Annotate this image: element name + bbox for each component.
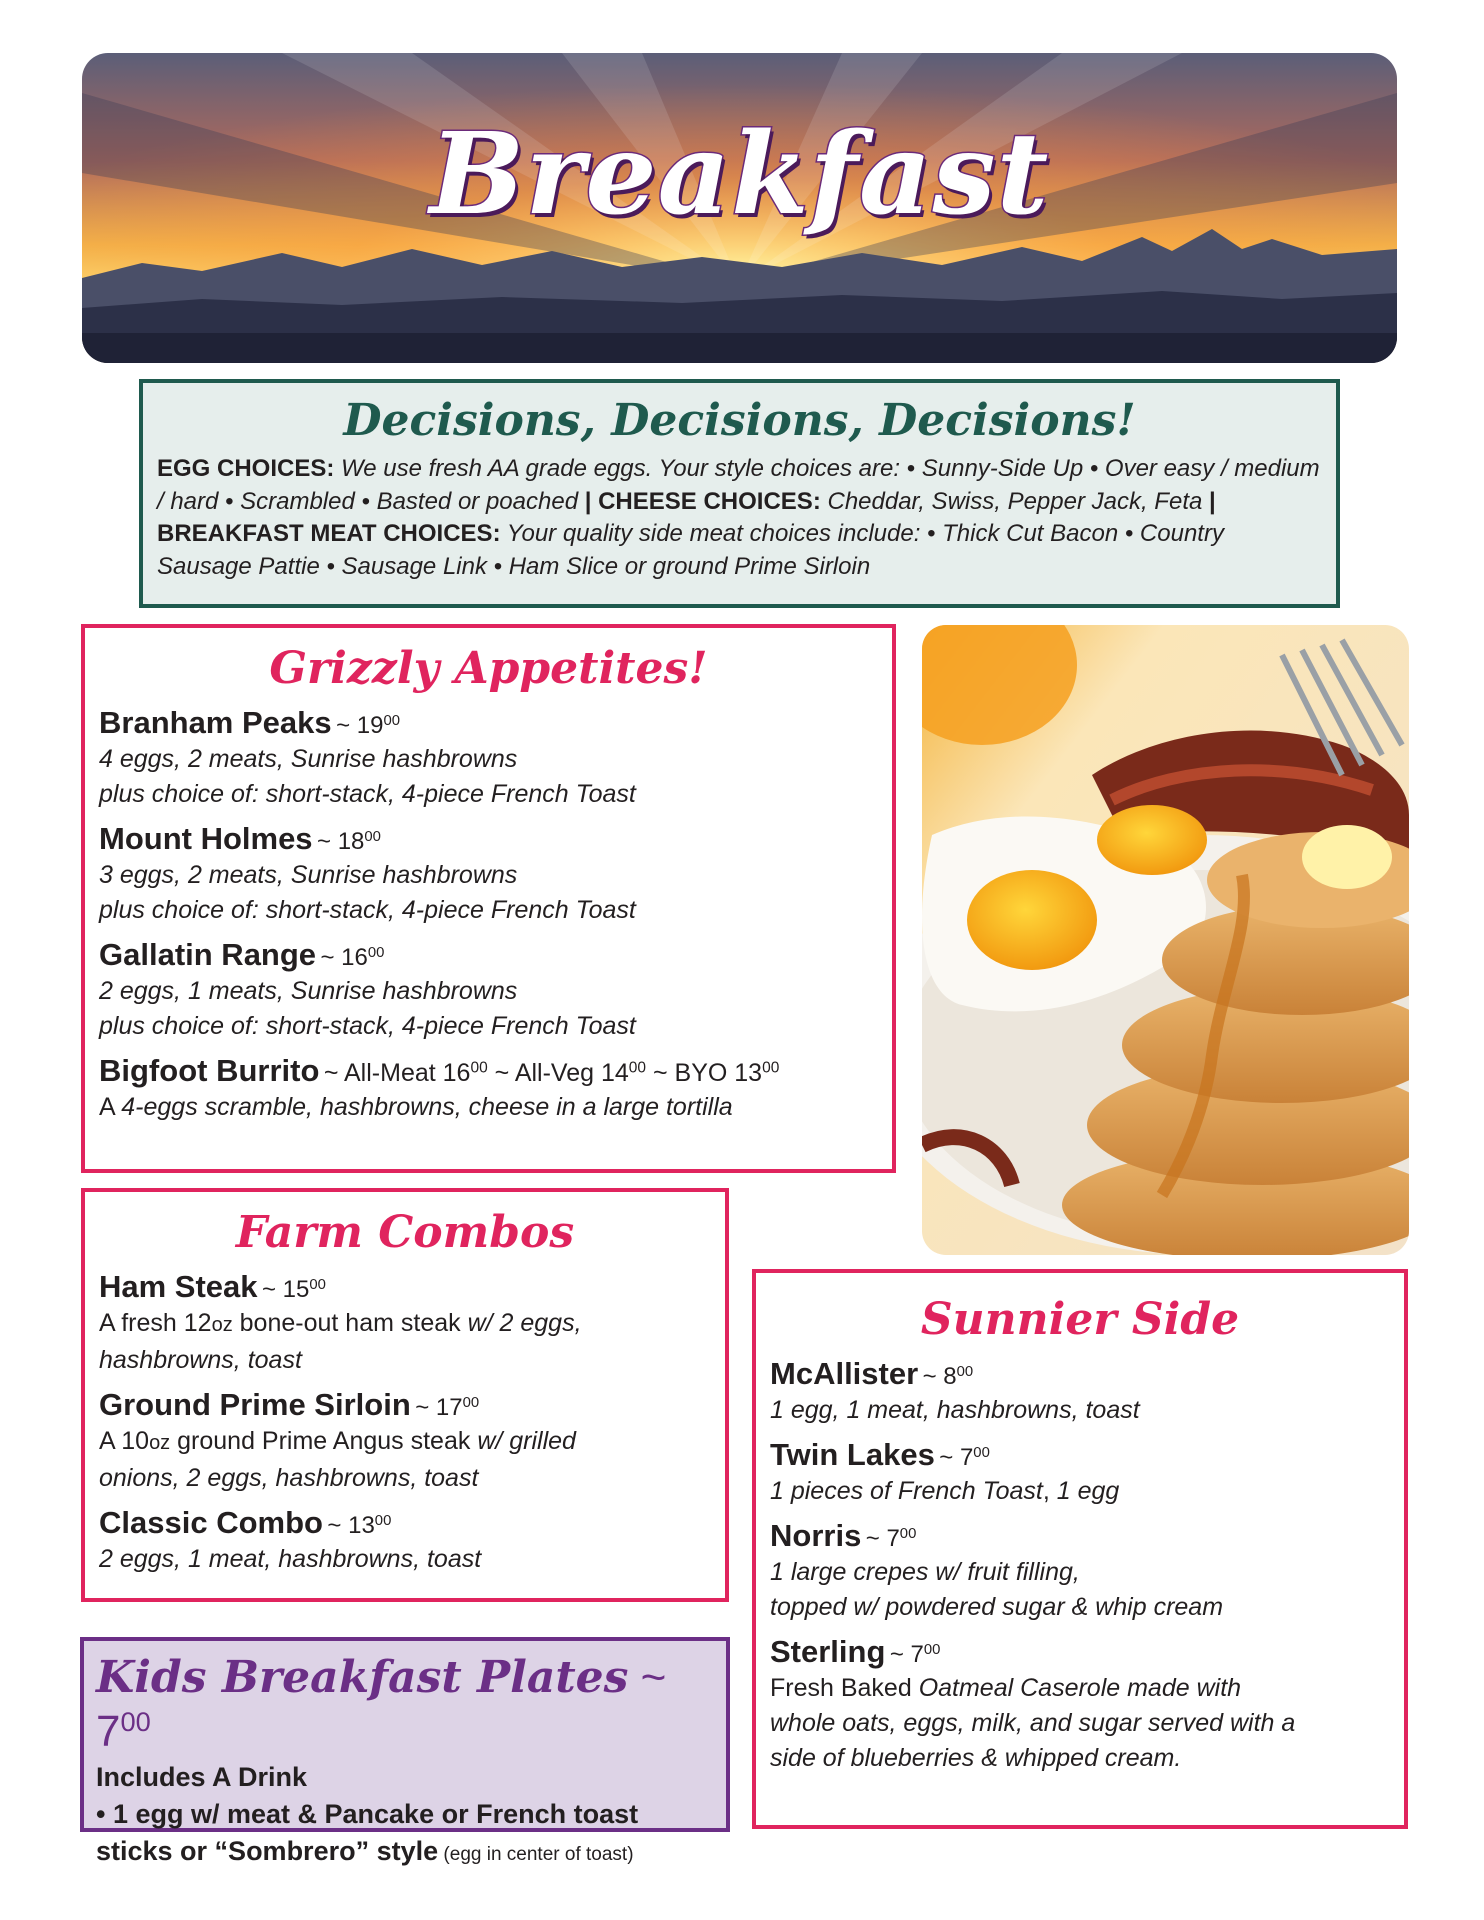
- item-name: McAllister: [770, 1356, 919, 1391]
- grizzly-appetites-section: [81, 624, 896, 1173]
- item-description: plus choice of: short-stack, 4-piece French Toast: [99, 896, 636, 924]
- egg-choices-label: EGG CHOICES:: [157, 455, 335, 482]
- sunnier-side-section: [752, 1269, 1408, 1829]
- kids-option: sticks or “Sombrero” style (egg in center of toast): [96, 1836, 634, 1866]
- farm-heading: Farm Combos: [235, 1207, 575, 1258]
- item-price: ~ $7^{00}$: [865, 1525, 917, 1552]
- item-name: Classic Combo: [99, 1505, 323, 1540]
- cheese-choices-label: | CHEESE CHOICES:: [584, 487, 821, 515]
- item-price: ~ $16^{00}$: [320, 944, 385, 971]
- item-price: ~ $18^{00}$: [317, 828, 381, 855]
- item-description: A 4-eggs scramble, hashbrowns, cheese in a large tortilla: [99, 1093, 733, 1121]
- item-name: Ham Steak: [99, 1269, 258, 1304]
- item-price: ~ $15^{00}$: [261, 1276, 326, 1303]
- item-description: hashbrowns, toast: [99, 1346, 302, 1374]
- cheese-choices-text: Cheddar, Swiss, Pepper Jack, Feta: [827, 487, 1203, 515]
- menu-item: [99, 1504, 711, 1577]
- menu-item: [99, 704, 878, 812]
- item-description: A fresh 12oz bone-out ham steak w/ 2 eggs,: [99, 1309, 582, 1337]
- item-description: A 10oz ground Prime Angus steak w/ grilled: [99, 1427, 576, 1455]
- item-name: Gallatin Range: [99, 937, 317, 972]
- item-price: ~ $8^{00}$: [922, 1363, 974, 1390]
- item-description: 1 pieces of French Toast, 1 egg: [770, 1477, 1120, 1505]
- menu-item: [770, 1517, 1390, 1625]
- egg-choices-text: We use fresh AA grade eggs. Your style choices are: • Sunny-Side Up • Over easy / medium / hard • Scrambled • Basted or poached: [157, 455, 1320, 515]
- decisions-text: [157, 453, 1322, 583]
- kids-includes: Includes A Drink: [96, 1762, 308, 1792]
- item-description: plus choice of: short-stack, 4-piece French Toast: [99, 780, 636, 808]
- kids-option: • 1 egg w/ meat & Pancake or French toast: [96, 1799, 639, 1829]
- item-description: 2 eggs, 1 meat, hashbrowns, toast: [99, 1545, 482, 1573]
- kids-price: ~ $7^{00}$: [96, 1653, 667, 1756]
- menu-item: [99, 1386, 711, 1496]
- grizzly-heading: Grizzly Appetites!: [269, 643, 708, 694]
- item-price: ~ $19^{00}$: [336, 712, 401, 739]
- item-description: topped w/ powdered sugar & whip cream: [770, 1593, 1224, 1621]
- item-description: whole oats, eggs, milk, and sugar served with a: [770, 1709, 1296, 1737]
- kids-heading: Kids Breakfast Plates ~ $7^{00}$: [96, 1652, 667, 1756]
- breakfast-plate-image: [922, 625, 1409, 1255]
- item-description: side of blueberries & whipped cream.: [770, 1744, 1182, 1772]
- item-price: ~ $7^{00}$: [939, 1444, 990, 1471]
- decisions-heading: Decisions, Decisions, Decisions!: [343, 395, 1136, 446]
- item-description: 4 eggs, 2 meats, Sunrise hashbrowns: [99, 745, 518, 773]
- meat-choices-label: | BREAKFAST MEAT CHOICES:: [157, 487, 1216, 547]
- item-price: ~ $13^{00}$: [327, 1512, 392, 1539]
- sunrise-banner: [82, 53, 1397, 363]
- item-description: plus choice of: short-stack, 4-piece French Toast: [99, 1012, 636, 1040]
- menu-item: [770, 1355, 1390, 1428]
- item-description: 1 large crepes w/ fruit filling,: [770, 1558, 1080, 1586]
- pancakes-eggs-photo: [922, 625, 1409, 1255]
- item-description: 2 eggs, 1 meats, Sunrise hashbrowns: [99, 977, 518, 1005]
- meat-choices-text: Your quality side meat choices include: • Thick Cut Bacon • Country Sausage Pattie • Sausage Link • Ham Slice or ground Prime Sirloin: [157, 520, 1224, 580]
- menu-item: [770, 1436, 1390, 1509]
- item-description: 1 egg, 1 meat, hashbrowns, toast: [770, 1396, 1140, 1424]
- item-description: 3 eggs, 2 meats, Sunrise hashbrowns: [99, 861, 518, 889]
- menu-item: [99, 936, 878, 1044]
- item-name: Bigfoot Burrito: [99, 1053, 320, 1088]
- banner-title: Breakfast: [429, 109, 1050, 240]
- farm-combos-section: [81, 1188, 729, 1602]
- item-name: Sterling: [770, 1634, 886, 1669]
- item-name: Twin Lakes: [770, 1437, 935, 1472]
- item-description: Fresh Baked Oatmeal Caserole made with: [770, 1674, 1242, 1702]
- menu-item: [99, 1268, 711, 1378]
- item-price: ~ All-Meat $16^{00}$ ~ All-Veg $14^{00}$ ~ BYO $13^{00}$: [323, 1059, 780, 1087]
- item-price: ~ $17^{00}$: [415, 1394, 480, 1421]
- item-name: Norris: [770, 1518, 862, 1553]
- kids-breakfast-section: [80, 1637, 730, 1866]
- sunnier-heading: Sunnier Side: [920, 1294, 1240, 1345]
- item-price: ~ $7^{00}$: [889, 1641, 941, 1668]
- item-description: onions, 2 eggs, hashbrowns, toast: [99, 1464, 479, 1492]
- item-name: Ground Prime Sirloin: [99, 1387, 411, 1422]
- item-name: Branham Peaks: [99, 705, 332, 740]
- menu-item: [99, 820, 878, 928]
- menu-item: [770, 1633, 1390, 1776]
- decisions-box: [139, 379, 1340, 608]
- menu-item: [99, 1052, 878, 1125]
- item-name: Mount Holmes: [99, 821, 313, 856]
